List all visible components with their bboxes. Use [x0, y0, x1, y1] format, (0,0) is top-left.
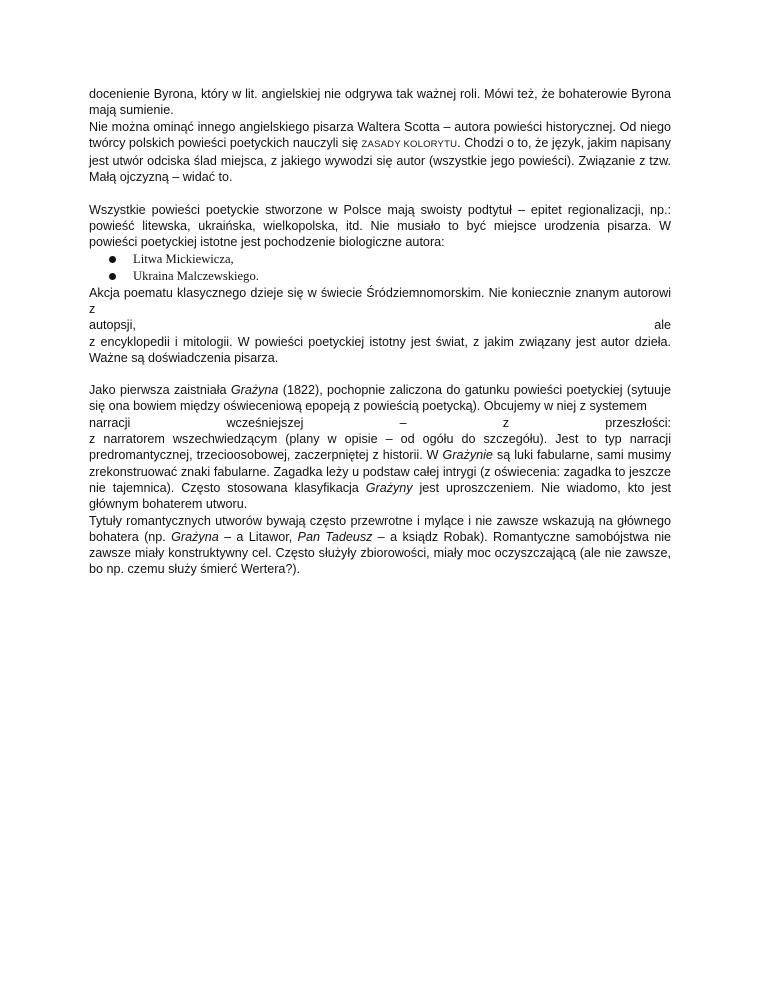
paragraph-grazyna-text-5: jest uproszczeniem. Nie wiadomo, kto jest głównym bohaterem utworu.	[89, 480, 671, 512]
bullet-icon	[109, 256, 116, 263]
paragraph-titles	[89, 513, 671, 578]
paragraph-scott	[89, 119, 671, 186]
paragraph-regionalization	[89, 202, 671, 251]
bulleted-list	[89, 251, 671, 285]
paragraph-grazyna-text-2: (1822), pochopnie zaliczona do gatunku powieści poetyckiej (sytuuje się ona bowiem między oświeceniową epopeją z powieścią poetycką). Obcujemy w niej z systemem	[89, 383, 671, 414]
paragraph-regionalization-text: Wszystkie powieści poetyckie stworzone w Polsce mają swoisty podtytuł – epitet regionalizacji, np.: powieść litewska, ukraińska, wielkopolska, itd. Nie musiało to być miejsce urodzenia pisarza. W powieści poetyckiej istotne jest pochodzenie biologiczne autora:	[89, 202, 671, 250]
paragraph-grazyna-text-3: z narratorem wszechwiedzącym (plany w opisie – od ogółu do szczegółu). Jest to typ narracji predromantycznej, trzecioosobowej, zaczerpniętej z historii. W	[89, 432, 671, 463]
list-item	[89, 251, 671, 268]
paragraph-scott-text-1: Nie można ominąć innego angielskiego pisarza Waltera Scotta – autora powieści historycznej. Od niego twórcy polskich powieści poetyckich nauczyli się	[89, 119, 671, 150]
paragraph-titles-text-3: – a ksiądz Robak). Romantyczne samobójstwa nie zawsze miały konstruktywny cel. Często służyły zbiorowości, miały moc oczyszczającą (ale nie zawsze, bo np. czemu służy śmierć Wertera?).	[89, 529, 671, 577]
paragraph-grazyna-text-1: Jako pierwsza zaistniała	[89, 383, 231, 398]
paragraph-byron	[89, 86, 671, 119]
paragraph-classical-poem	[89, 285, 671, 366]
list-item-label: Litwa Mickiewicza,	[133, 251, 234, 266]
title-grazyna: Grażyna	[230, 383, 279, 398]
title-grazynie: Grażynie	[442, 448, 493, 463]
title-grazyny: Grażyny	[365, 480, 413, 495]
word-autopsji: autopsji,	[89, 318, 136, 333]
paragraph-byron-text: docenienie Byrona, który w lit. angielskiej nie odgrywa tak ważnej roli. Mówi też, że bohaterowie Byrona mają sumienie.	[89, 87, 671, 118]
paragraph-grazyna-text-4: są luki fabularne, sami musimy zrekonstruować znaki fabularne. Zagadka leży u podstaw całej intrygi (z oświecenia: zagadka to jeszcze nie tajemnica). Często stosowana klasyfikacja	[89, 448, 671, 495]
paragraph-spacer	[89, 366, 671, 382]
paragraph-scott-text-2: . Chodzi o to, że język, jakim napisany jest utwór odciska ślad miejsca, z jakiego wywodzi się autor (wszystkie jego powieści). Związanie z tzw. Małą ojczyzną – widać to.	[89, 135, 671, 185]
title-grazyna-2: Grażyna	[171, 529, 219, 544]
paragraph-classical-line-2	[89, 317, 671, 333]
word-ale: ale	[654, 318, 671, 333]
paragraph-spacer	[89, 186, 671, 202]
paragraph-grazyna-lead	[89, 382, 671, 415]
list-item	[89, 268, 671, 285]
document-page	[89, 86, 671, 578]
zasady-kolorytu-term: ZASADY KOLORYTU	[361, 138, 458, 150]
bullet-icon	[109, 273, 116, 280]
paragraph-classical-line-3: z encyklopedii i mitologii. W powieści poetyckiej istotny jest świat, z jakim związany jest autor dzieła. Ważne są doświadczenia pisarza.	[89, 334, 671, 365]
paragraph-grazyna-line-narracji: narracji wcześniejszej – z przeszłości:	[89, 415, 671, 430]
list-item-label: Ukraina Malczewskiego.	[133, 268, 259, 283]
paragraph-titles-text-1: Tytuły romantycznych utworów bywają często przewrotne i mylące i nie zawsze wskazują na głównego bohatera (np.	[89, 513, 671, 544]
paragraph-titles-text-2: – a Litawor,	[218, 529, 298, 544]
paragraph-grazyna-rest	[89, 431, 671, 512]
paragraph-classical-line-1: Akcja poematu klasycznego dzieje się w świecie Śródziemnomorskim. Nie koniecznie znanym autorowi z	[89, 285, 671, 316]
paragraph-grazyna	[89, 382, 671, 512]
title-pan-tadeusz: Pan Tadeusz	[297, 529, 373, 544]
